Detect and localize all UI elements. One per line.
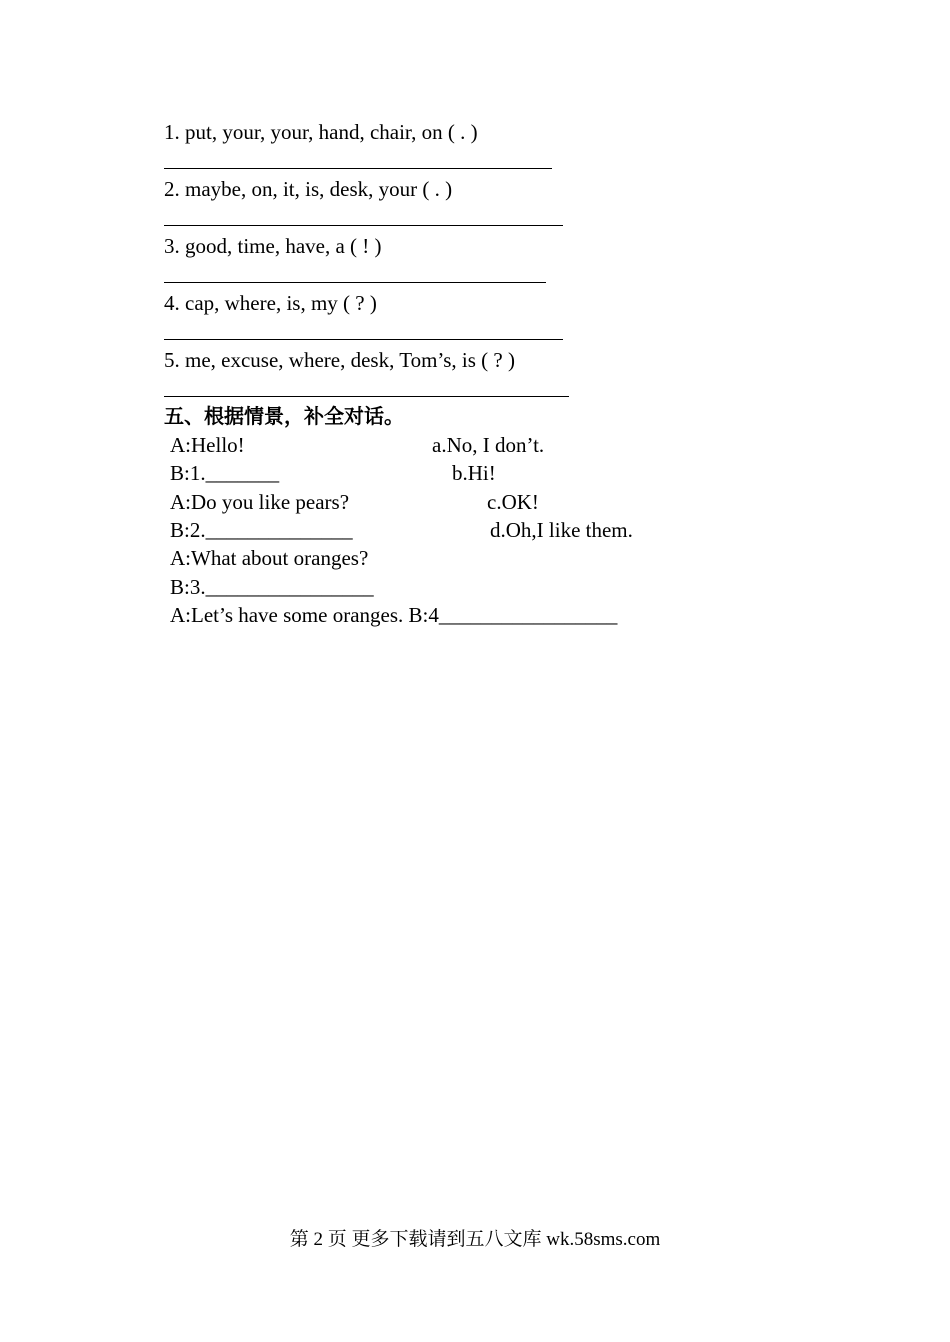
option-d: d.Oh,I like them. bbox=[490, 518, 633, 542]
answer-line bbox=[164, 168, 552, 169]
dialogue-line: B:1._______ bbox=[170, 461, 280, 485]
reorder-item: 3. good, time, have, a ( ! ) bbox=[164, 234, 382, 258]
option-b: b.Hi! bbox=[452, 461, 496, 485]
dialogue-line: A:Hello! bbox=[170, 433, 245, 457]
dialogue-line: A:What about oranges? bbox=[170, 546, 369, 570]
option-a: a.No, I don’t. bbox=[432, 433, 545, 457]
answer-line bbox=[164, 396, 569, 397]
section-heading: 五、根据情景，补全对话。 bbox=[164, 404, 404, 428]
dialogue-line: A:Let’s have some oranges. B:4_________________ bbox=[170, 603, 618, 627]
answer-line bbox=[164, 282, 546, 283]
reorder-item: 2. maybe, on, it, is, desk, your ( . ) bbox=[164, 177, 453, 201]
option-c: c.OK! bbox=[487, 490, 539, 514]
reorder-item: 5. me, excuse, where, desk, Tom’s, is ( ? ) bbox=[164, 348, 515, 372]
dialogue-line: B:2.______________ bbox=[170, 518, 353, 542]
answer-line bbox=[164, 225, 563, 226]
reorder-item: 1. put, your, your, hand, chair, on ( . ) bbox=[164, 120, 478, 144]
reorder-item: 4. cap, where, is, my ( ? ) bbox=[164, 291, 377, 315]
dialogue-line: B:3.________________ bbox=[170, 575, 374, 599]
dialogue-line: A:Do you like pears? bbox=[170, 490, 350, 514]
page-footer: 第 2 页 更多下载请到五八文库 wk.58sms.com bbox=[289, 1229, 661, 1250]
answer-line bbox=[164, 339, 563, 340]
